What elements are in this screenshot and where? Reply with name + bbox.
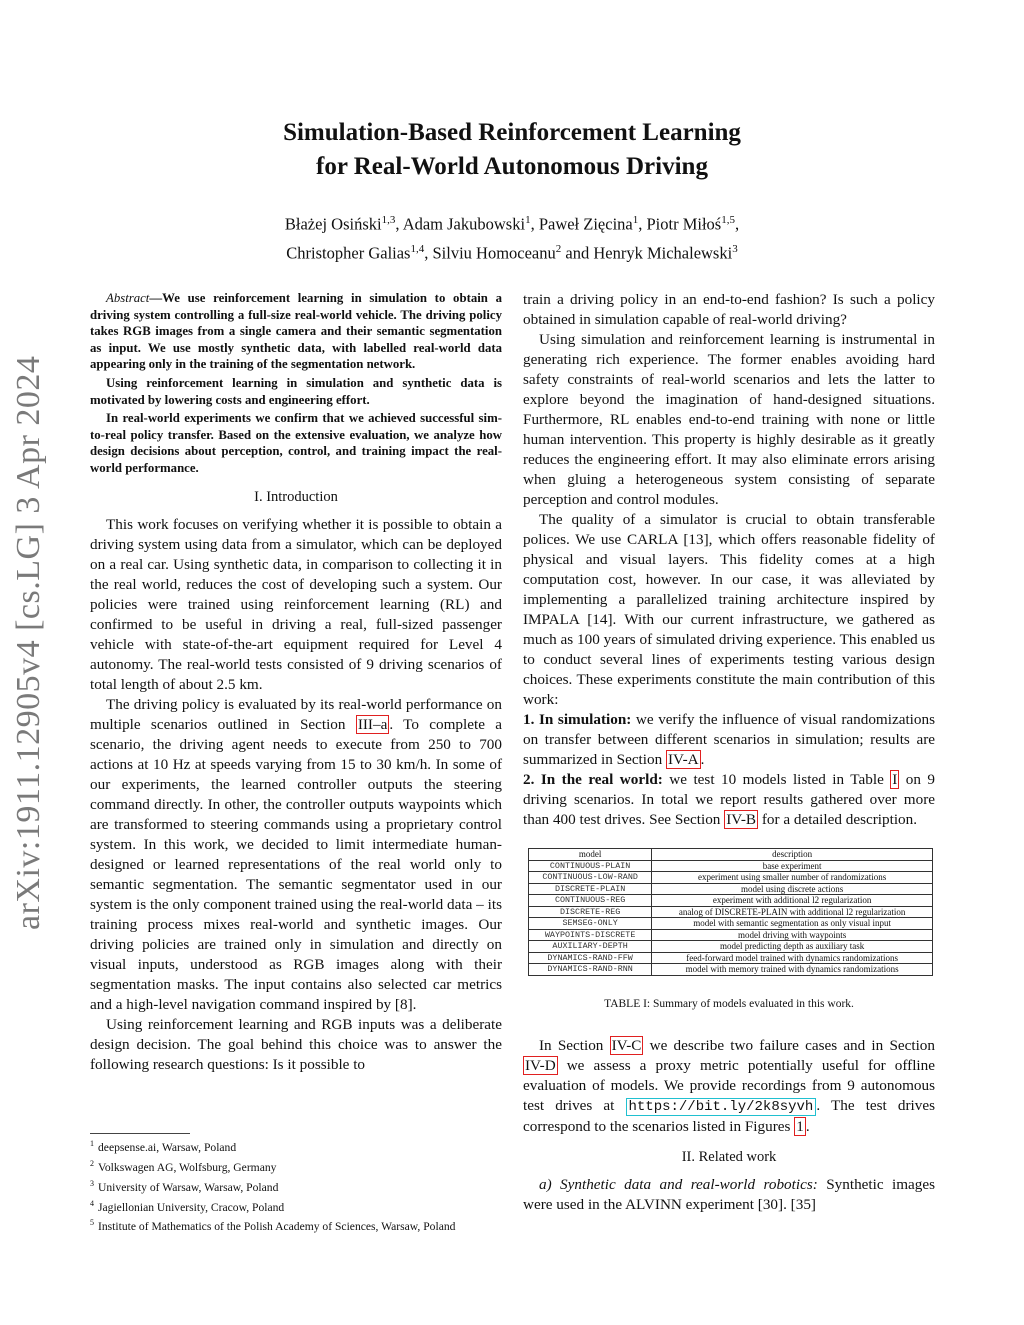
- table-row: [529, 906, 933, 918]
- footnotes: [90, 1133, 502, 1235]
- abstract-text-1: We use reinforcement learning in simulation to obtain a driving system controlling a full-size real-world vehicle. The driving policy takes RGB images from a single camera and their semantic segmentation as input. We use mostly synthetic data, with labelled real-world data appearing only in the training of the segmentation network.: [90, 291, 502, 372]
- table-row: [529, 872, 933, 884]
- table-caption: TABLE I: Summary of models evaluated in this work.: [604, 997, 854, 1010]
- recordings-url-link[interactable]: https://bit.ly/2k8syvh: [626, 1098, 817, 1116]
- table-header-row: [529, 849, 933, 861]
- description-cell: analog of DISCRETE-PLAIN with additional l2 regularization: [652, 906, 933, 918]
- right-paragraph-3: The quality of a simulator is crucial to obtain transferable polices. We use CARLA [13], which offers reasonable fidelity of physical and visual layers. This fidelity comes at a high computation cost, however. In our case, it was alleviated by implementing a parallelized training architecture inspired by IMPALA [14]. With our current infrastructure, we gathered as much as 100 years of simulated driving experience. This enabled us to conduct several lines of experiments testing various design choices. These experiments constitute the main contribution of this work:: [523, 511, 935, 708]
- model-cell: DISCRETE-REG: [529, 906, 652, 918]
- p4-text-d: . The test drives correspond to the scenarios listed in Figures: [523, 1096, 936, 1135]
- section-ref-link[interactable]: IV-D: [525, 1056, 556, 1074]
- model-cell: SEMSEG-ONLY: [529, 918, 652, 930]
- models-table: [528, 848, 933, 976]
- footnote-marker: 4: [90, 1198, 94, 1208]
- description-cell: model with memory trained with dynamics randomizations: [652, 964, 933, 976]
- description-cell: feed-forward model trained with dynamics randomizations: [652, 952, 933, 964]
- footnote-text: University of Warsaw, Warsaw, Poland: [98, 1180, 279, 1194]
- right-paragraph-5: [523, 1175, 935, 1215]
- author-affil: 1: [525, 214, 531, 226]
- author-line-1: Błażej Osiński$^{1,3}$, Adam Jakubowski$^1$, Paweł Zięcina$^1$, Piotr Miłoś$^{1,5}$,: [284, 214, 740, 234]
- footnote-rule: [90, 1133, 190, 1134]
- model-cell: WAYPOINTS-DISCRETE: [529, 929, 652, 941]
- model-cell: CONTINUOUS-LOW-RAND: [529, 872, 652, 884]
- p4-text-c: we assess a proxy metric potentially useful for offline evaluation of models. We provide recordings from 9 autonomous test drives at: [523, 1056, 935, 1114]
- abstract: [90, 290, 502, 477]
- footnote-text: Volkswagen AG, Wolfsburg, Germany: [98, 1160, 277, 1174]
- p4-text-a: In Section: [539, 1036, 610, 1054]
- intro-p2-text-a: The driving policy is evaluated by its real-world performance on multiple scenarios outlined in Section: [90, 695, 502, 733]
- table-row: [529, 860, 933, 872]
- table-row: [529, 941, 933, 953]
- description-cell: experiment with additional l2 regularization: [652, 895, 933, 907]
- author-affil: 1,4: [410, 242, 425, 255]
- contribution-2: [523, 770, 935, 830]
- footnote-marker: 1: [90, 1139, 94, 1148]
- author-affil: 1,3: [381, 214, 396, 226]
- author-affil: 1: [632, 214, 639, 226]
- left-column: [90, 290, 502, 1075]
- footnote-4: [90, 1196, 502, 1216]
- author-name: Adam Jakubowski: [402, 214, 526, 234]
- author-affil: 2: [555, 242, 562, 255]
- abstract-p1: Abstract—We use reinforcement learning in simulation to obtain a driving system controlling a full-size real-world vehicle. The driving policy takes RGB images from a single camera and their semantic segmentation as input. We use mostly synthetic data, with labelled real-world data appearing only in the training of the segmentation network.: [90, 291, 502, 372]
- description-cell: base experiment: [652, 860, 933, 872]
- author-name: Piotr Miłoś: [646, 214, 722, 234]
- paper-title: [140, 116, 884, 184]
- right-column: [523, 290, 935, 1215]
- author-name: Błażej Osiński: [284, 214, 382, 234]
- model-cell: DYNAMICS-RAND-FFW: [529, 952, 652, 964]
- author-name: Henryk Michalewski: [593, 243, 733, 262]
- title-line-1: Simulation-Based Reinforcement Learning: [283, 119, 741, 146]
- description-cell: model using discrete actions: [652, 883, 933, 895]
- model-cell: CONTINUOUS-PLAIN: [529, 860, 652, 872]
- contribution-1-text: we verify the influence of visual randomizations on transfer between different scenarios in simulation; results are summarized in Section: [523, 711, 935, 768]
- models-table-wrap: [528, 848, 935, 976]
- contribution-2-text-c: for a detailed description.: [758, 811, 918, 828]
- table-ref-link[interactable]: I: [892, 771, 898, 788]
- author-name: Silviu Homoceanu: [432, 243, 556, 262]
- p4-text-e: .: [805, 1117, 810, 1135]
- contribution-1-end: .: [700, 751, 705, 768]
- right-paragraph-4: [523, 1036, 935, 1137]
- figure-ref-link[interactable]: 1: [796, 1117, 804, 1135]
- description-cell: model predicting depth as auxiliary task: [652, 941, 933, 953]
- column-header-description: description: [652, 849, 933, 861]
- footnote-marker: 3: [90, 1178, 94, 1188]
- contribution-2-label: 2. In the real world:: [523, 771, 663, 788]
- footnote-marker: 2: [90, 1158, 94, 1168]
- model-cell: CONTINUOUS-REG: [529, 895, 652, 907]
- table-row: [529, 964, 933, 976]
- table-row: [529, 929, 933, 941]
- author-name: Christopher Galias: [286, 243, 411, 262]
- intro-paragraph-1: This work focuses on verifying whether it is possible to obtain a driving system using data from a simulator, which can be deployed on a real car. Using synthetic data, in comparison to collecting it in the real world, reduces the cost of developing such a system. Our policies were trained using reinforcement learning (RL) and confirmed to be useful in driving a real, full-sized passenger vehicle with state-of-the-art equipment required for Level 4 autonomy. The real-world tests consisted of 9 driving scenarios of total length of about 2.5 km.: [90, 515, 502, 693]
- contribution-2-text-a: we test 10 models listed in Table: [662, 771, 891, 788]
- title-line-2: for Real-World Autonomous Driving: [316, 153, 708, 180]
- arxiv-stamp: arXiv:1911.12905v4 [cs.LG] 3 Apr 2024: [10, 355, 47, 930]
- intro-paragraph-2: [90, 695, 502, 1015]
- abstract-p3: In real-world experiments we confirm that we achieved successful sim-to-real policy transfer. Based on the extensive evaluation, we analyze how design decisions about perception, control, and training impact the real-world performance.: [90, 411, 502, 475]
- description-cell: model with semantic segmentation as only visual input: [652, 918, 933, 930]
- author-name: Paweł Zięcina: [538, 214, 633, 234]
- contribution-2-text-b: on 9 driving scenarios. In total we report results gathered over more than 400 test drives. See Section: [523, 771, 936, 828]
- section-ref-link[interactable]: III–a: [357, 715, 388, 733]
- footnote-marker: 5: [90, 1218, 94, 1228]
- model-cell: DYNAMICS-RAND-RNN: [529, 964, 652, 976]
- abstract-p2: Using reinforcement learning in simulation and synthetic data is motivated by lowering costs and engineering effort.: [90, 375, 502, 407]
- contribution-1-label: 1. In simulation:: [523, 711, 632, 728]
- author-list: [140, 208, 884, 265]
- footnote-1: [90, 1136, 502, 1156]
- contribution-1: [523, 710, 935, 770]
- model-cell: DISCRETE-PLAIN: [529, 883, 652, 895]
- column-header-model: model: [529, 849, 652, 861]
- p4-text-b: we describe two failure cases and in Section: [643, 1036, 935, 1054]
- footnote-2: [90, 1156, 502, 1176]
- intro-paragraph-3: Using reinforcement learning and RGB inputs was a deliberate design decision. The goal behind this choice was to answer the following research questions: Is it possible to: [90, 1015, 502, 1073]
- model-cell: AUXILIARY-DEPTH: [529, 941, 652, 953]
- footnote-3: [90, 1176, 502, 1196]
- description-cell: experiment using smaller number of randomizations: [652, 872, 933, 884]
- footnote-text: Jagiellonian University, Cracow, Poland: [98, 1200, 285, 1214]
- right-paragraph-2: Using simulation and reinforcement learning is instrumental in generating rich experience. The former enables avoiding hard safety constraints of real-world scenarios and lets the latter to explore beyond the imagination of hand-designed situations. Furthermore, RL enables end-to-end training with none or little human intervention. This property is highly desirable as it greatly reduces the engineering effort. It may also eliminate errors arising when gluing a heterogeneous system consisting of separate perception and control modules.: [523, 331, 935, 508]
- subsection-heading: a) Synthetic data and real-world robotics:: [539, 1175, 818, 1193]
- table-row: [529, 895, 933, 907]
- table-row: [529, 883, 933, 895]
- section-ref-link[interactable]: IV-C: [611, 1036, 642, 1054]
- section-heading-introduction: I. Introduction: [254, 488, 338, 505]
- table-row: [529, 918, 933, 930]
- table-row: [529, 952, 933, 964]
- footnote-5: [90, 1215, 502, 1235]
- footnote-text: Institute of Mathematics of the Polish Academy of Sciences, Warsaw, Poland: [98, 1220, 456, 1234]
- author-affil: 1,5: [721, 214, 735, 226]
- p5-text: Synthetic images were used in the ALVINN experiment [30]. [35]: [523, 1175, 936, 1213]
- footnote-text: deepsense.ai, Warsaw, Poland: [98, 1140, 237, 1154]
- section-ref-link[interactable]: IV-A: [667, 751, 699, 768]
- intro-p2-text-b: . To complete a scenario, the driving agent needs to execute from 250 to 700 actions at 10 Hz at speeds varying from 15 to 30 km/h. In some of our experiments, the learned controller outputs the steering command directly. In other, the controller outputs waypoints which are transformed to steering commands using a proprietary control system. In this work, we decided to limit intermediate human-designed or learned representations of the real world only to semantic segmentation. The semantic segmentator used in our system is the only component trained using the real-world data – its training process mixes real-world and synthetic images. Our driving policies are trained only in simulation and directly on visual inputs, understood as RGB images along with their segmentation masks. The input contains also selected car metrics and a high-level navigation command inspired by [8].: [90, 715, 502, 1013]
- section-heading-related-work: II. Related work: [681, 1148, 777, 1165]
- section-ref-link[interactable]: IV-B: [726, 811, 757, 828]
- author-affil: 3: [732, 242, 738, 255]
- author-line-2: Christopher Galias$^{1,4}$, Silviu Homoceanu$^2$ and Henryk Michalewski$^3$: [286, 242, 738, 262]
- abstract-label: Abstract: [106, 291, 150, 305]
- description-cell: model driving with waypoints: [652, 929, 933, 941]
- right-paragraph-1: train a driving policy in an end-to-end fashion? Is such a policy obtained in simulation capable of real-world driving?: [523, 291, 935, 328]
